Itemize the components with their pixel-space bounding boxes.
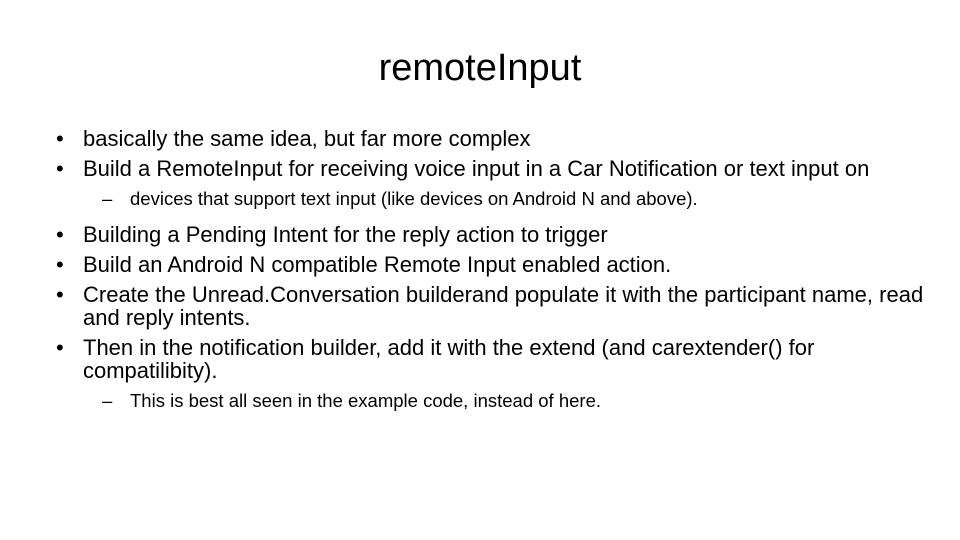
sub-list-item-text: devices that support text input (like devices on Android N and above). — [130, 188, 698, 209]
list-item-text: Then in the notification builder, add it with the extend (and carextender() for compatilibity). — [83, 335, 815, 383]
list-item — [56, 253, 926, 276]
sub-list-item — [56, 390, 926, 412]
list-item — [56, 127, 926, 150]
list-item — [56, 223, 926, 246]
dash-icon: – — [102, 188, 113, 209]
sub-list-item-text: This is best all seen in the example code, instead of here. — [130, 390, 601, 411]
list-item — [56, 283, 926, 329]
list-item — [56, 336, 926, 382]
bullet-list — [56, 127, 926, 425]
list-item-text: Building a Pending Intent for the reply action to trigger — [83, 222, 608, 247]
dash-icon: – — [102, 390, 113, 411]
bullet-icon: • — [56, 252, 64, 277]
sub-list-item — [56, 188, 926, 210]
list-item-text: Create the Unread.Conversation builderand populate it with the participant name, read and reply intents. — [83, 282, 924, 330]
list-item-text: Build an Android N compatible Remote Input enabled action. — [83, 252, 672, 277]
bullet-icon: • — [56, 282, 64, 307]
list-item-text: Build a RemoteInput for receiving voice input in a Car Notification or text input on — [83, 156, 870, 181]
bullet-icon: • — [56, 335, 64, 360]
list-item-text: basically the same idea, but far more complex — [83, 126, 531, 151]
slide-title: remoteInput — [378, 47, 582, 89]
list-item — [56, 157, 926, 180]
bullet-icon: • — [56, 126, 64, 151]
bullet-icon: • — [56, 156, 64, 181]
bullet-icon: • — [56, 222, 64, 247]
